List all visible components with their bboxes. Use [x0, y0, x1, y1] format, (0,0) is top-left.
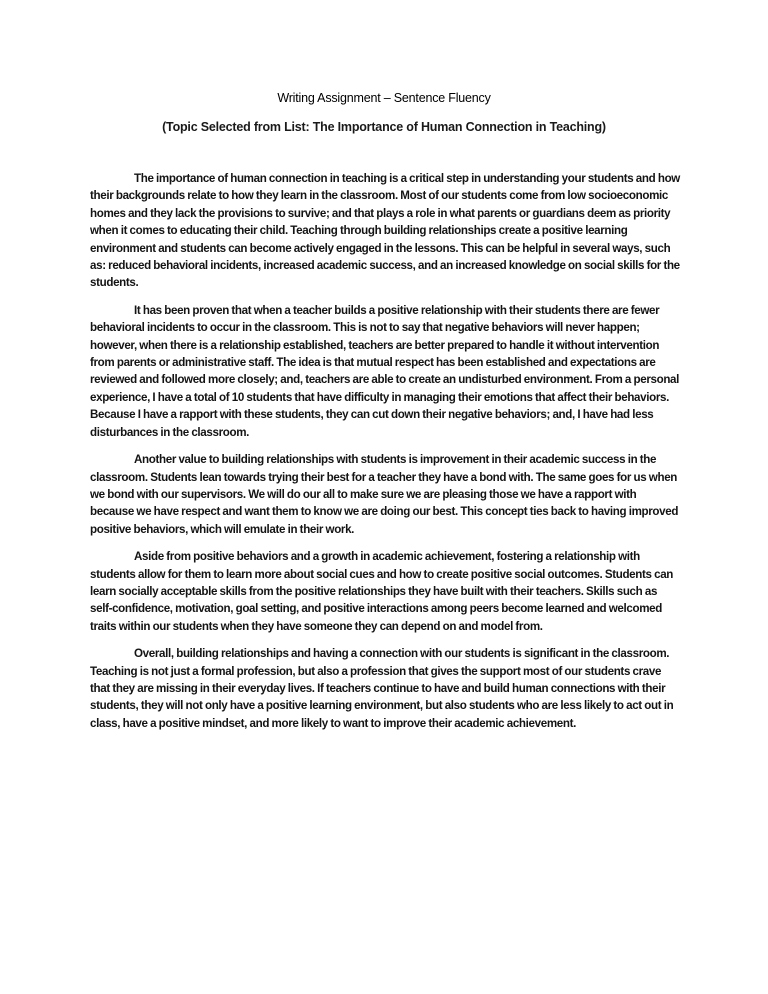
paragraph-5: Overall, building relationships and having a connection with our students is significant in the classroom. Teaching is not just a formal profession, but also a profession that gives the support most of our students crave that they are missing in their everyday lives. If teachers continue to have and build human connections with their students, they will not only have a positive learning environment, but also students who are less likely to act out in class, have a positive mindset, and more likely to want to improve their academic achievement. — [90, 647, 674, 730]
document-subtitle: (Topic Selected from List: The Importance of Human Connection in Teaching) — [162, 120, 606, 134]
paragraph-2: It has been proven that when a teacher builds a positive relationship with their students there are fewer behavioral incidents to occur in the classroom. This is not to say that negative behaviors will never happen; however, when there is a relationship established, teachers are better prepared to handle it without intervention from parents or administrative staff. The idea is that mutual respect has been established and expectations are reviewed and followed more closely; and, teachers are able to create an undisturbed environment. From a personal experience, I have a total of 10 students that have difficulty in managing their emotions that affect their behaviors. Because I have a rapport with these students, they can cut down their negative behaviors; and, I have had less disturbances in the classroom. — [90, 303, 680, 439]
document-title: Writing Assignment – Sentence Fluency — [277, 91, 491, 105]
paragraph-4: Aside from positive behaviors and a growth in academic achievement, fostering a relationship with students allow for them to learn more about social cues and how to create positive social outcomes. Students can learn socially acceptable skills from the positive relationships they have built with their teachers. Skills such as self-confidence, motivation, goal setting, and positive interactions among peers become learned and welcomed traits within our students when they have someone they can depend on and model from. — [90, 550, 674, 633]
document-body — [90, 170, 680, 742]
paragraph-3: Another value to building relationships with students is improvement in their academic success in the classroom. Students lean towards trying their best for a teacher they have a bond with. The same goes for us when we bond with our supervisors. We will do our all to make sure we are pleasing those we have a rapport with because we have respect and want them to know we are doing our best. This concept ties back to having improved positive behaviors, which will emulate in their work. — [90, 453, 679, 536]
paragraph-1: The importance of human connection in teaching is a critical step in understanding your students and how their backgrounds relate to how they learn in the classroom. Most of our students come from low socioeconomic homes and they lack the provisions to survive; and that plays a role in what parents or guardians deem as priority when it comes to educating their child. Teaching through building relationships create a positive learning environment and students can become actively engaged in the lessons. This can be helpful in several ways, such as: reduced behavioral incidents, increased academic success, and an increased knowledge on social skills for the students. — [90, 172, 680, 290]
